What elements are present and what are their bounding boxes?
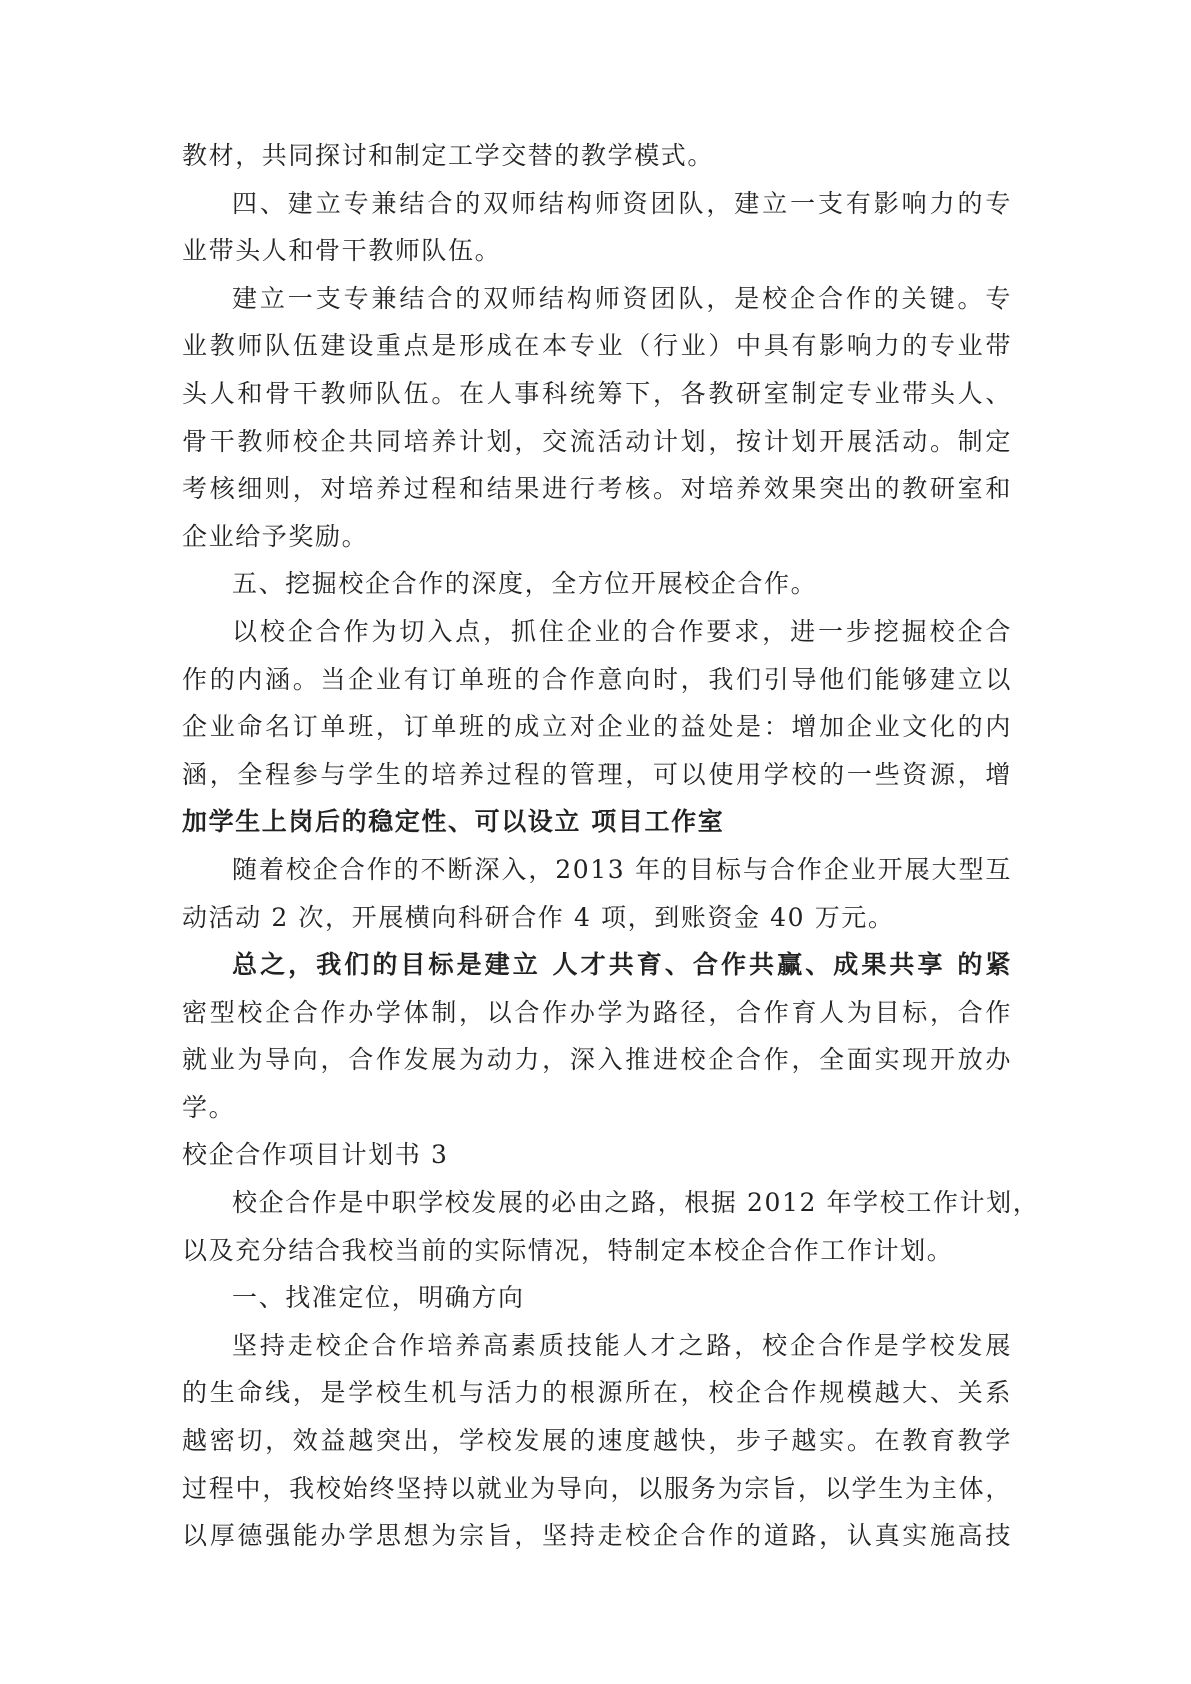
text-line: 作的内涵。当企业有订单班的合作意向时，我们引导他们能够建立以 bbox=[182, 664, 1012, 694]
text-line: 企业命名订单班，订单班的成立对企业的益处是：增加企业文化的内 bbox=[182, 712, 1012, 742]
text-line: 涵，全程参与学生的培养过程的管理，可以使用学校的一些资源，增 bbox=[182, 759, 1012, 789]
text-line: 企业给予奖励。 bbox=[182, 521, 369, 551]
text-line: 业教师队伍建设重点是形成在本专业（行业）中具有影响力的专业带 bbox=[182, 331, 1012, 361]
text-line: 过程中，我校始终坚持以就业为导向，以服务为宗旨，以学生为主体， bbox=[182, 1473, 1012, 1503]
text-line: 密型校企合作办学体制，以合作办学为路径，合作育人为目标，合作 bbox=[182, 997, 1012, 1027]
text-line: 就业为导向，合作发展为动力，深入推进校企合作，全面实现开放办 bbox=[182, 1045, 1012, 1075]
text-line: 以校企合作为切入点，抓住企业的合作要求，进一步挖掘校企合 bbox=[232, 616, 1012, 646]
section-heading-line: 一、找准定位，明确方向 bbox=[232, 1283, 525, 1313]
document-title: 校企合作项目计划书 3 bbox=[182, 1140, 449, 1170]
section-heading-line: 业带头人和骨干教师队伍。 bbox=[182, 236, 502, 266]
text-line: 的生命线，是学校生机与活力的根源所在，校企合作规模越大、关系 bbox=[182, 1378, 1012, 1408]
section-heading-line: 四、建立专兼结合的双师结构师资团队，建立一支有影响力的专 bbox=[232, 188, 1012, 218]
document-body bbox=[182, 132, 1040, 1560]
text-line: 动活动 2 次，开展横向科研合作 4 项，到账资金 40 万元。 bbox=[182, 902, 895, 932]
text-line: 头人和骨干教师队伍。在人事科统筹下，各教研室制定专业带头人、 bbox=[182, 378, 1012, 408]
text-line-bold: 加学生上岗后的稳定性、可以设立 项目工作室 bbox=[182, 807, 725, 837]
text-line: 骨干教师校企共同培养计划，交流活动计划，按计划开展活动。制定 bbox=[182, 426, 1012, 456]
text-line: 坚持走校企合作培养高素质技能人才之路，校企合作是学校发展 bbox=[232, 1330, 1012, 1360]
text-line: 教材，共同探讨和制定工学交替的教学模式。 bbox=[182, 141, 715, 170]
text-line: 学。 bbox=[182, 1092, 236, 1122]
text-line: 越密切，效益越突出，学校发展的速度越快，步子越实。在教育教学 bbox=[182, 1426, 1012, 1456]
text-line-bold: 总之，我们的目标是建立 人才共育、合作共赢、成果共享 的紧 bbox=[232, 950, 1012, 980]
text-line: 校企合作是中职学校发展的必由之路，根据 2012 年学校工作计划， bbox=[232, 1188, 1040, 1218]
text-line: 建立一支专兼结合的双师结构师资团队，是校企合作的关键。专 bbox=[232, 283, 1012, 313]
section-heading-line: 五、挖掘校企合作的深度，全方位开展校企合作。 bbox=[232, 569, 818, 599]
text-line: 随着校企合作的不断深入，2013 年的目标与合作企业开展大型互 bbox=[232, 854, 1012, 884]
text-line: 以厚德强能办学思想为宗旨，坚持走校企合作的道路，认真实施高技 bbox=[182, 1521, 1012, 1551]
text-line: 以及充分结合我校当前的实际情况，特制定本校企合作工作计划。 bbox=[182, 1235, 954, 1265]
text-line: 考核细则，对培养过程和结果进行考核。对培养效果突出的教研室和 bbox=[182, 474, 1012, 504]
